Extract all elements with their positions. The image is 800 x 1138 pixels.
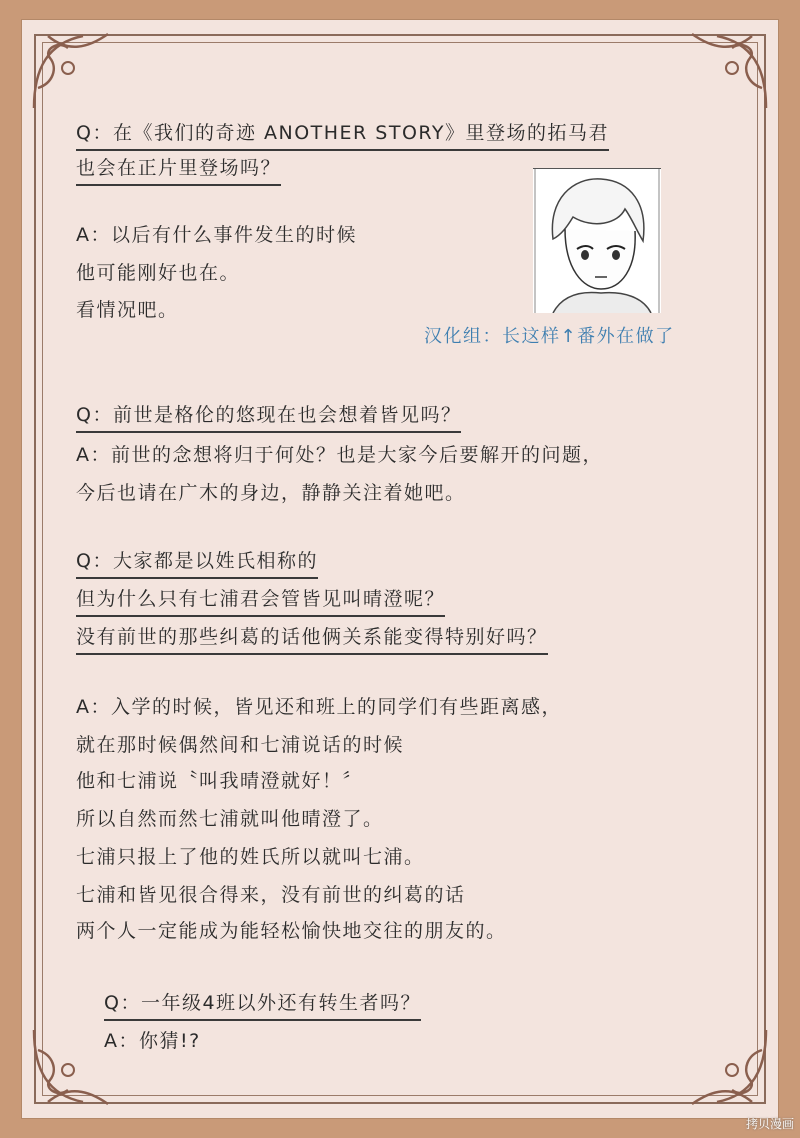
q3-answer-line7: 两个人一定能成为能轻松愉快地交往的朋友的。 [76, 920, 507, 942]
q3-question-line2: 但为什么只有七浦君会管皆见叫晴澄呢？ [76, 586, 445, 617]
q1-question-line2: 也会在正片里登场吗？ [76, 155, 281, 186]
q2-answer-line1: A：前世的念想将归于何处？也是大家今后要解开的问题， [76, 444, 603, 466]
q4-answer-line1: A：你猜!? [104, 1030, 201, 1052]
character-illustration [533, 168, 661, 313]
q1-answer-line2: 他可能刚好也在。 [76, 262, 241, 284]
q1-answer-line3: 看情况吧。 [76, 299, 179, 321]
q3-answer-line2: 就在那时候偶然间和七浦说话的时候 [76, 734, 405, 756]
q3-answer-line4: 所以自然而然七浦就叫他晴澄了。 [76, 808, 384, 830]
corner-ornament-bottom-right [682, 1020, 772, 1110]
q2-answer-line2: 今后也请在广木的身边，静静关注着她吧。 [76, 482, 466, 504]
q3-answer-line1: A：入学的时候，皆见还和班上的同学们有些距离感， [76, 696, 562, 718]
q2-question-line1: Q：前世是格伦的悠现在也会想着皆见吗？ [76, 402, 461, 433]
translator-note: 汉化组：长这样↑番外在做了 [424, 326, 675, 347]
q3-answer-line6: 七浦和皆见很合得来，没有前世的纠葛的话 [76, 884, 466, 906]
q3-answer-line3: 他和七浦说〝叫我晴澄就好！〞 [76, 770, 364, 792]
corner-ornament-top-right [682, 28, 772, 118]
corner-ornament-top-left [28, 28, 118, 118]
watermark: 拷贝漫画 [745, 1117, 794, 1131]
q1-answer-line1: A：以后有什么事件发生的时候 [76, 224, 357, 246]
q3-question-line3: 没有前世的那些纠葛的话他俩关系能变得特别好吗？ [76, 624, 548, 655]
q1-question-line1: Q：在《我们的奇迹 ANOTHER STORY》里登场的拓马君 [76, 120, 609, 151]
q3-question-line1: Q：大家都是以姓氏相称的 [76, 548, 318, 579]
q4-question-line1: Q：一年级4班以外还有转生者吗？ [104, 990, 421, 1021]
q3-answer-line5: 七浦只报上了他的姓氏所以就叫七浦。 [76, 846, 425, 868]
